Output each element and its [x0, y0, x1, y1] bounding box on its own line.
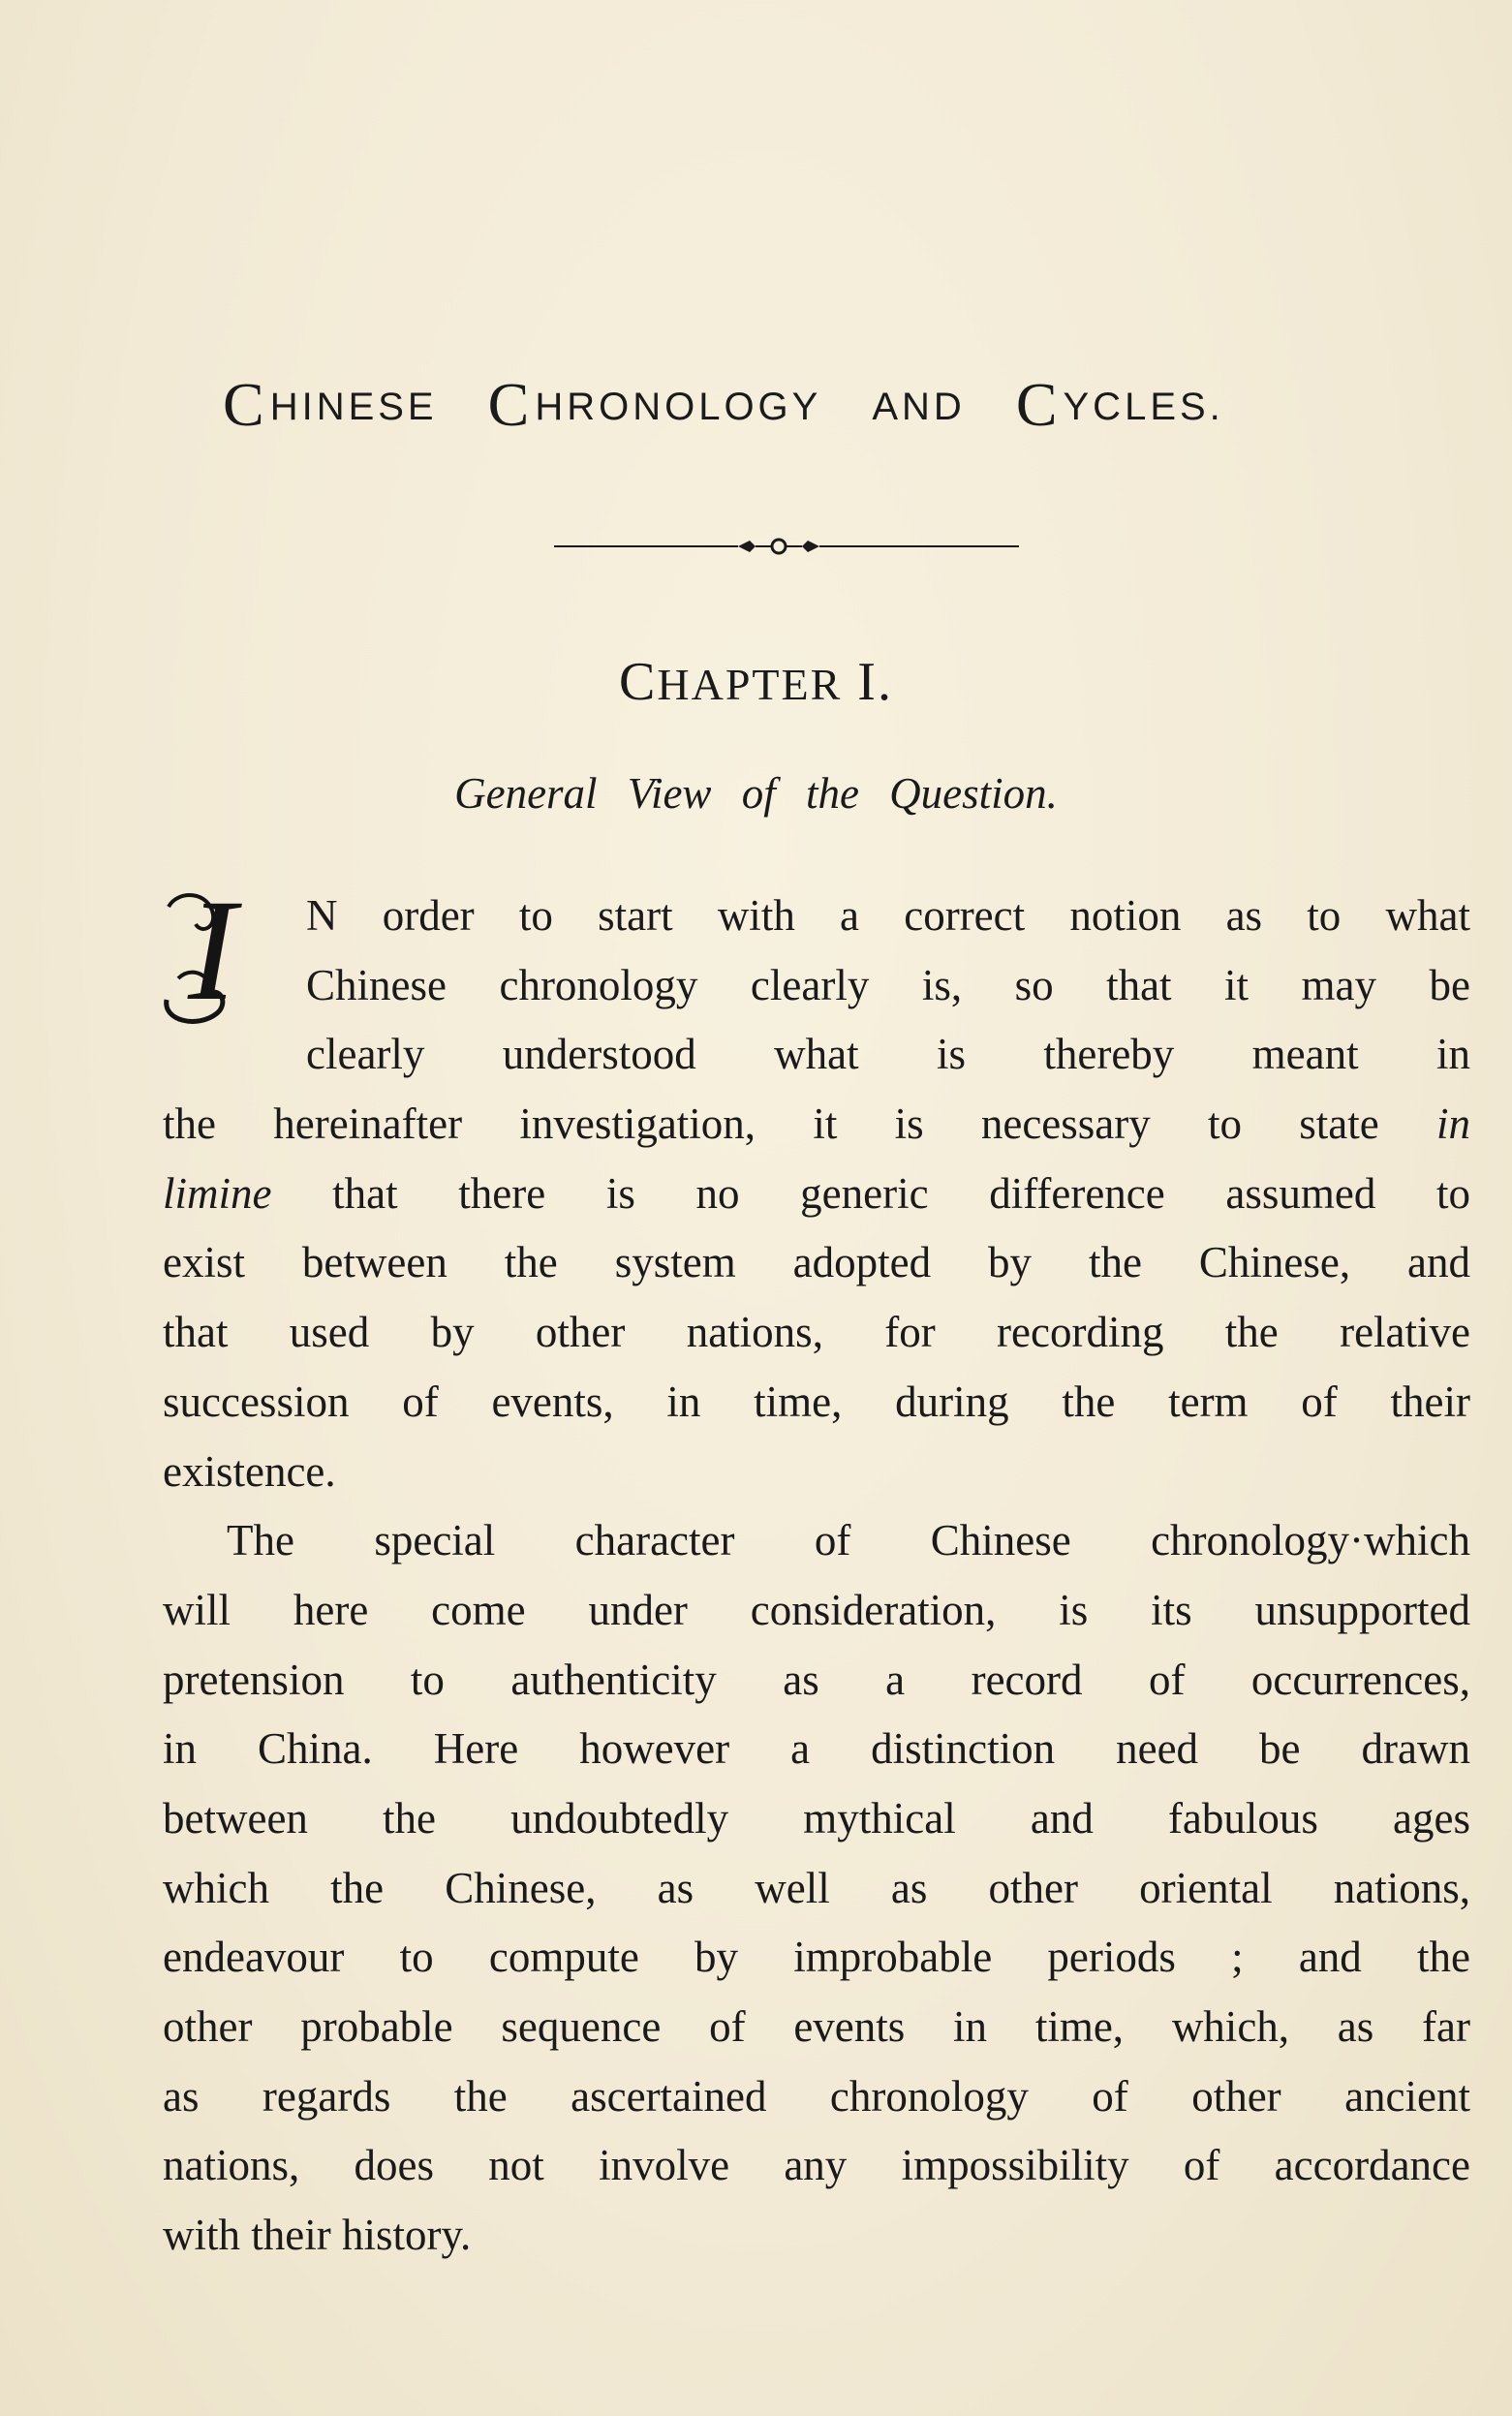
- text-line: pretension to authenticity as a record of occurrences,: [163, 1655, 1470, 1704]
- body-text: [163, 870, 1471, 2271]
- text-line: existence.: [163, 1446, 336, 1496]
- text-line: other probable sequence of events in time, which, as far: [163, 2002, 1470, 2051]
- text-line: that used by other nations, for recording the relative: [163, 1308, 1470, 1357]
- text-line: in China. Here however a distinction need be drawn: [163, 1724, 1470, 1774]
- book-title: [223, 370, 1298, 439]
- text-line: N order to start with a correct notion as to what: [306, 891, 1470, 940]
- text-line: Chinese chronology clearly is, so that it may be: [306, 960, 1470, 1009]
- text-line: nations, does not involve any impossibility of accordance: [163, 2141, 1470, 2190]
- title-word-and: AND: [872, 386, 966, 428]
- text-line: will here come under consideration, is its unsupported: [163, 1585, 1470, 1634]
- ornament-rule-icon: [554, 536, 1019, 557]
- text-line: between the undoubtedly mythical and fabulous ages: [163, 1793, 1470, 1843]
- text-line: limine that there is no generic difference assumed to: [163, 1168, 1470, 1218]
- text-line: clearly understood what is thereby meant in: [306, 1030, 1470, 1079]
- chapter-heading: CHAPTER I.: [619, 652, 893, 712]
- text-line: endeavour to compute by improbable periods ; and the: [163, 1933, 1470, 1982]
- title-word-chronology: CHRONOLOGY: [487, 370, 822, 439]
- section-title: General View of the Question.: [454, 769, 1058, 818]
- text-line: the hereinafter investigation, it is necessary to state in: [163, 1100, 1471, 1149]
- title-word-chinese: CHINESE: [223, 370, 438, 439]
- text-line: exist between the system adopted by the Chinese, and: [163, 1238, 1470, 1287]
- text-line: which the Chinese, as well as other oriental nations,: [163, 1863, 1470, 1912]
- text-line: The special character of Chinese chronology·which: [227, 1516, 1470, 1565]
- text-line: with their history.: [163, 2211, 472, 2260]
- title-word-cycles: CYCLES.: [1015, 370, 1224, 439]
- text-line: succession of events, in time, during the term of their: [163, 1377, 1470, 1426]
- drop-cap-icon: I: [159, 885, 304, 1031]
- text-line: as regards the ascertained chronology of other ancient: [163, 2071, 1470, 2121]
